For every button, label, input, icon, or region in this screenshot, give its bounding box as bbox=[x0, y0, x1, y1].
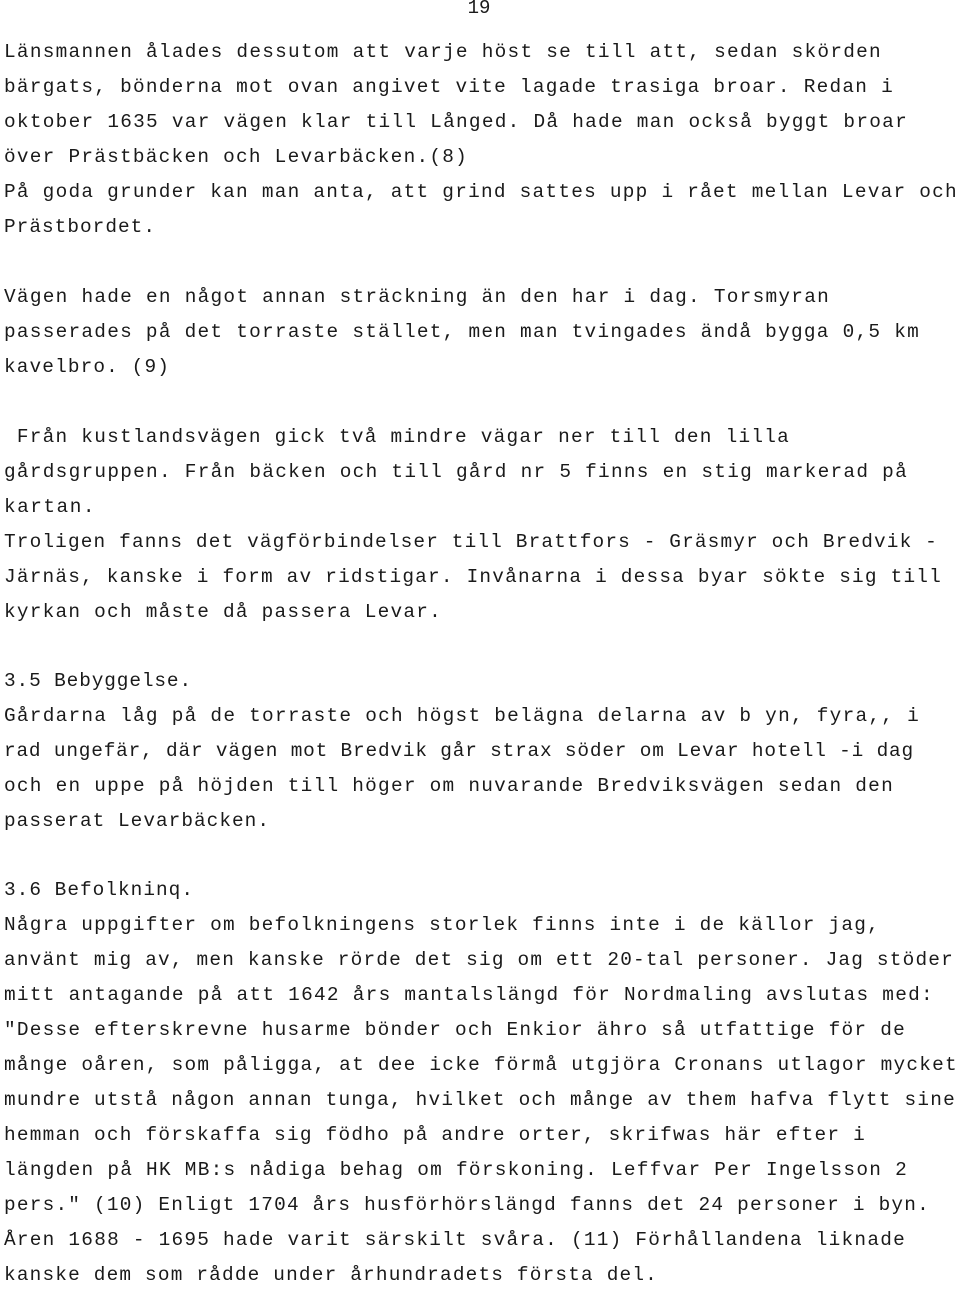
text-line: hemman och förskaffa sig födho på andre orter, skrifwas här efter i bbox=[4, 1124, 866, 1146]
text-line: På goda grunder kan man anta, att grind sattes upp i rået mellan Levar och bbox=[4, 181, 958, 203]
text-line: Länsmannen ålades dessutom att varje höst se till att, sedan skörden bbox=[4, 41, 882, 63]
text-line: oktober 1635 var vägen klar till Långed. Då hade man också byggt broar bbox=[4, 111, 908, 133]
text-line: Järnäs, kanske i form av ridstigar. Invånarna i dessa byar sökte sig till bbox=[4, 566, 942, 588]
text-line: kyrkan och måste då passera Levar. bbox=[4, 601, 442, 623]
text-line: Vägen hade en något annan sträckning än den har i dag. Torsmyran bbox=[4, 286, 831, 308]
text-line: använt mig av, men kanske rörde det sig om ett 20-tal personer. Jag stöder bbox=[4, 949, 954, 971]
text-line: kanske dem som rådde under århundradets första del. bbox=[4, 1264, 658, 1286]
text-line: och en uppe på höjden till höger om nuvarande Bredviksvägen sedan den bbox=[4, 775, 894, 797]
text-line: gårdsgruppen. Från bäcken och till gård nr 5 finns en stig markerad på bbox=[4, 461, 908, 483]
text-line: över Prästbäcken och Levarbäcken.(8) bbox=[4, 146, 469, 168]
text-line: 3.6 Befolkninq. bbox=[4, 879, 194, 901]
text-line: kavelbro. (9) bbox=[4, 356, 170, 378]
text-line: bärgats, bönderna mot ovan angivet vite lagade trasiga broar. Redan i bbox=[4, 76, 894, 98]
text-line: Från kustlandsvägen gick två mindre vägar ner till den lilla bbox=[4, 426, 791, 448]
text-line: Prästbordet. bbox=[4, 216, 156, 238]
text-line: kartan. bbox=[4, 496, 96, 518]
text-line: Åren 1688 - 1695 hade varit särskilt svåra. (11) Förhållandena liknade bbox=[4, 1229, 906, 1251]
text-line: passerades på det torraste stället, men man tvingades ändå bygga 0,5 km bbox=[4, 321, 920, 343]
text-line: Troligen fanns det vägförbindelser till Brattfors - Gräsmyr och Bredvik - bbox=[4, 531, 938, 553]
text-line: mundre utstå någon annan tunga, hvilket och månge av them hafva flytt sine bbox=[4, 1089, 956, 1111]
text-line: passerat Levarbäcken. bbox=[4, 810, 270, 832]
text-line: Gårdarna låg på de torraste och högst belägna delarna av b yn, fyra,, i bbox=[4, 705, 920, 727]
text-line: månge oåren, som påligga, at dee icke förmå utgjöra Cronans utlagor mycket bbox=[4, 1054, 958, 1076]
text-line: längden på HK MB:s nådiga behag om förskoning. Leffvar Per Ingelsson 2 bbox=[4, 1159, 908, 1181]
text-line: "Desse efterskrevne husarme bönder och Enkior ähro så utfattige för de bbox=[4, 1019, 906, 1041]
text-line: 3.5 Bebyggelse. bbox=[4, 670, 192, 692]
text-line: rad ungefär, där vägen mot Bredvik går strax söder om Levar hotell -i dag bbox=[4, 740, 914, 762]
text-line: mitt antagande på att 1642 års mantalslängd för Nordmaling avslutas med: bbox=[4, 984, 934, 1006]
text-line: pers." (10) Enligt 1704 års husförhörslängd fanns det 24 personer i byn. bbox=[4, 1194, 931, 1216]
text-line: Några uppgifter om befolkningens storlek finns inte i de källor jag, bbox=[4, 914, 880, 936]
page-number: 19 bbox=[467, 0, 491, 19]
